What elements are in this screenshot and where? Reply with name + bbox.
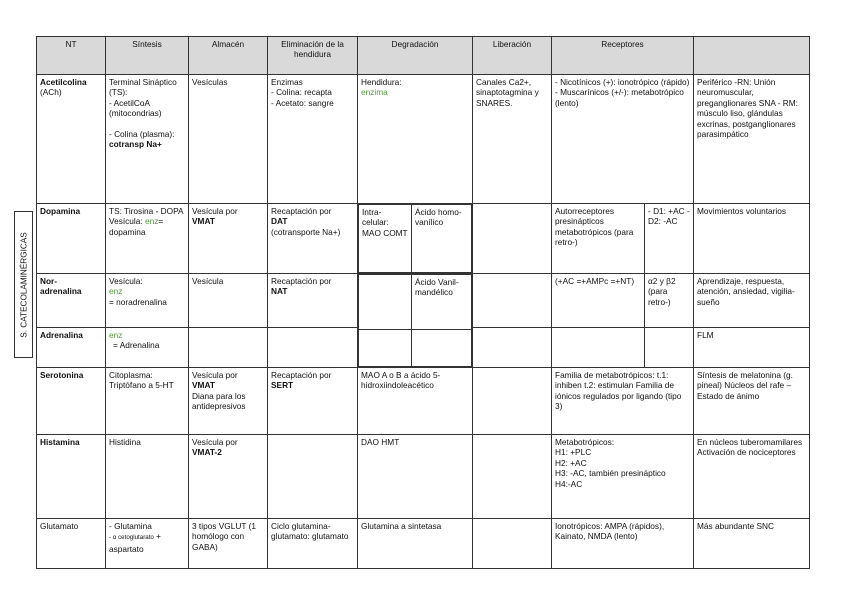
text: Recaptación por [271,370,332,380]
cell-receptores-right: α2 y β2 (para retro-) [645,274,694,328]
cell-receptores [552,75,694,204]
cell-eliminacion [268,328,358,368]
text: Recaptación por [271,206,332,216]
degr-left-lower [359,330,412,367]
cell-liberacion [473,274,552,328]
cell-funcion: Periférico -RN: Unión neuromuscular, preganglionares SNA - RM: músculo liso, glándulas excrinas, postganglionares parasimpático [694,75,810,204]
cell-almacen [189,328,268,368]
text: Vesícula: [109,276,143,286]
enzyme-text: enz [109,330,123,340]
text: Vesícula por [192,437,238,447]
nt-name: Adrenalina [40,330,83,340]
degr-left [359,275,412,330]
cell-degradacion: DAO HMT [358,435,473,519]
text: Vesícula: [109,216,145,227]
cell-receptores-right: - D1: +AC - D2: -AC [645,204,694,274]
row-serotonina [37,368,810,435]
text: Vesícula por [192,370,238,380]
degr-right-lower [412,330,472,367]
cell-receptores-right [645,328,694,368]
cell-nt [37,328,106,368]
cell-nt [37,204,106,274]
cell-sintesis [106,75,189,204]
cell-degradacion [358,75,473,204]
text: = dopamina [109,216,164,237]
cell-nt [37,519,106,569]
text: H3: -AC, también presináptico [555,468,666,479]
text: NAT [271,286,288,297]
header-almacen: Almacén [189,37,268,75]
enzyme-text: enzima [361,87,388,98]
text: + aspartato [109,531,162,554]
degr-left: Intra-celular: MAO COMT [359,205,412,273]
cell-degradacion: Glutamina a sintetasa [358,519,473,569]
cell-nt [37,435,106,519]
cell-funcion: FLM [694,328,810,368]
side-label-box [14,211,33,358]
header-row [37,37,810,75]
text: Diana para los antidepresivos [192,390,246,412]
cell-receptores-left: (+AC =+AMPc =+NT) [552,274,645,328]
enzyme-text: enz [109,286,123,297]
text: Hendidura: [361,77,402,87]
row-glutamato [37,519,810,569]
cell-eliminacion [268,204,358,274]
text: - α cetoglutarato [109,534,154,542]
cell-eliminacion [268,435,358,519]
text: H4:-AC [555,478,583,489]
text: Recaptación por [271,276,332,286]
text: VMAT [192,216,215,227]
cell-almacen: Vesícula [189,274,268,328]
text: SERT [271,380,294,391]
text: VMAT [192,380,215,391]
cell-almacen [189,204,268,274]
text: = noradrenalina [109,296,167,307]
text: cotransp Na+ [109,139,162,150]
header-receptores: Receptores [552,37,694,75]
text: H1: +PLC [555,447,592,458]
text: VMAT-2 [192,447,222,458]
cell-eliminacion [268,368,358,435]
cell-degradacion [358,274,473,368]
header-sintesis: Síntesis [106,37,189,75]
cell-receptores-left: Autorreceptores presinápticos metabotrópicos (para retro-) [552,204,645,274]
nt-name: Glutamato [40,521,79,531]
cell-liberacion [473,519,552,569]
text: - Muscarínicos (+/-): metabotrópico (lento) [555,87,684,108]
text: Metabotrópicos: [555,437,615,447]
cell-nt [37,75,106,204]
text: Vesícula por [192,206,238,216]
cell-funcion: Aprendizaje, respuesta, atención, ansiedad, vigilia-sueño [694,274,810,328]
cell-liberacion: Canales Ca2+, sinaptotagmina y SNARES. [473,75,552,204]
cell-eliminacion [268,75,358,204]
row-dopamina [37,204,810,274]
nt-name: Serotonina [40,370,84,380]
cell-liberacion [473,435,552,519]
text: (cotransporte Na+) [271,226,341,237]
cell-liberacion [473,368,552,435]
text: - Colina: recapta [271,87,332,98]
nt-name: Dopamina [40,206,81,216]
cell-nt [37,368,106,435]
nt-name: Histamina [40,437,80,447]
text: - AcetilCoA (mitocondrias) [109,97,162,119]
row-acetilcolina [37,75,810,204]
header-extra [694,37,810,75]
side-label: S. CATECOLAMINÉRGICAS [19,231,28,338]
text: Enzimas [271,77,303,87]
header-eliminacion: Eliminación de la hendidura [268,37,358,75]
text: - Glutamina [109,521,152,531]
cell-eliminacion: Ciclo glutamina-glutamato: glutamato [268,519,358,569]
text: - Acetato: sangre [271,97,334,108]
cell-receptores-left [552,328,645,368]
cell-receptores [552,435,694,519]
cell-sintesis: Histidina [106,435,189,519]
row-noradrenalina [37,274,810,328]
cell-sintesis [106,274,189,328]
cell-funcion: Más abundante SNC [694,519,810,569]
row-histamina [37,435,810,519]
nt-name: Nor- [40,276,58,286]
header-liberacion: Liberación [473,37,552,75]
cell-funcion: En núcleos tuberomamilares Activación de nociceptores [694,435,810,519]
cell-degradacion [358,204,473,274]
enzyme-text: enz [144,216,159,227]
cell-eliminacion [268,274,358,328]
cell-sintesis: Citoplasma: Triptófano a 5-HT [106,368,189,435]
text: TS: Tirosina - DOPA [109,206,184,216]
cell-almacen: Vesículas [189,75,268,204]
text: Terminal Sináptico (TS): [109,77,177,98]
cell-funcion: Movimientos voluntarios [694,204,810,274]
cell-liberacion [473,328,552,368]
degr-right: Ácido homo-vanílico [412,205,472,273]
nt-name: adrenalina [40,286,82,297]
header-degradacion: Degradación [358,37,473,75]
text: = Adrenalina [113,340,160,351]
header-nt: NT [37,37,106,75]
cell-receptores: Familia de metabotrópicos: t.1: inhiben t.2: estimulan Familia de iónicos regulados por ligando (tipo 3) [552,368,694,435]
cell-receptores: Ionotrópicos: AMPA (rápidos), Kainato, NMDA (lento) [552,519,694,569]
cell-nt [37,274,106,328]
cell-almacen [189,435,268,519]
cell-sintesis [106,519,189,569]
cell-almacen: 3 tipos VGLUT (1 homólogo con GABA) [189,519,268,569]
text: - Nicotínicos (+): ionotrópico (rápido) [555,77,690,87]
cell-sintesis [106,328,189,368]
cell-liberacion [473,204,552,274]
cell-degradacion: MAO A o B a ácido 5-hidroxiindoleacético [358,368,473,435]
nt-name: Acetilcolina [40,77,87,87]
nt-abbr: (ACh) [40,87,62,98]
cell-almacen [189,368,268,435]
text: - Colina (plasma): [109,128,175,139]
degr-right: Ácido Vanil-mandélico [412,275,472,330]
text: H2: +AC [555,457,587,468]
neurotransmitter-table [36,36,810,569]
cell-funcion: Síntesis de melatonina (g. pineal) Núcleos del rafe – Estado de ánimo [694,368,810,435]
cell-sintesis [106,204,189,274]
text: DAT [271,216,288,227]
